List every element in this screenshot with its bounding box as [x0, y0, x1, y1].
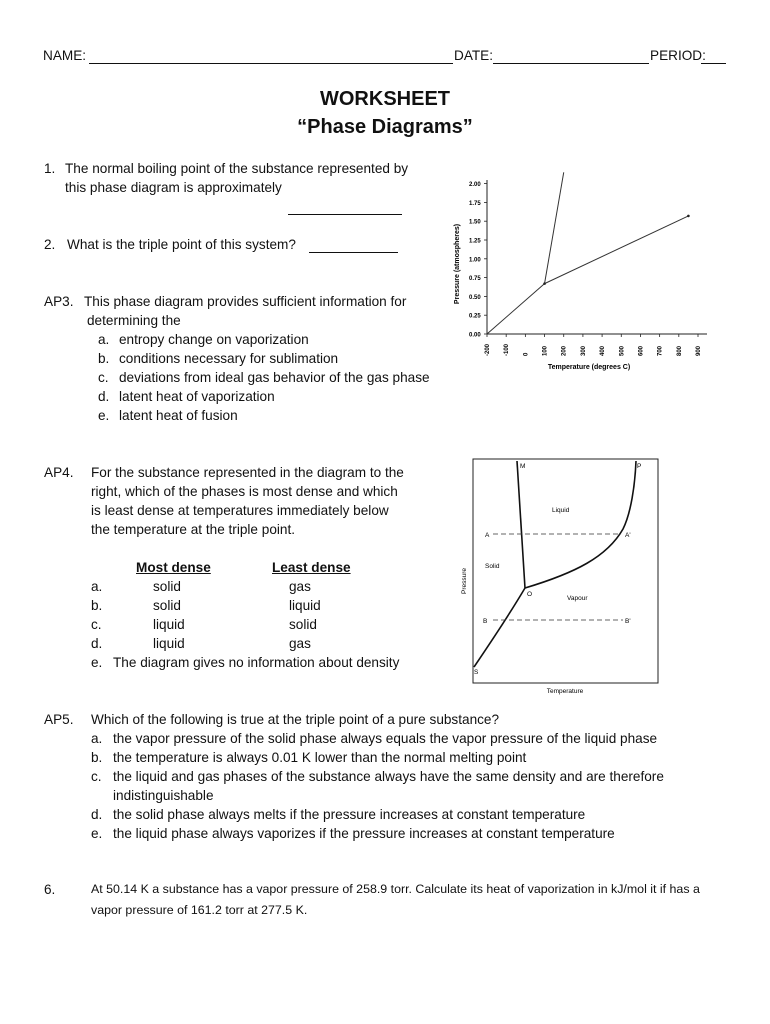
phase-diagram-2 — [455, 455, 670, 698]
ap4-row-least: gas — [289, 636, 311, 651]
d1-ytick-label: 1.00 — [469, 257, 481, 264]
d2-ylabel: Pressure — [461, 567, 468, 595]
ap5-option-text: the vapor pressure of the solid phase always equals the vapor pressure of the liquid phase — [113, 731, 658, 746]
d2-xlabel: Temperature — [546, 688, 584, 695]
ap4-col-most-dense: Most dense — [136, 560, 211, 575]
d2-label-p: P — [637, 463, 642, 470]
ap4-line: right, which of the phases is most dense and which — [91, 484, 398, 499]
d2-label-vapour: Vapour — [567, 595, 588, 602]
d2-label-b-prime: B' — [625, 618, 631, 625]
ap5-stem: Which of the following is true at the triple point of a pure substance? — [91, 712, 500, 727]
d1-vapor-line — [545, 216, 689, 284]
ap5-option-letter: b. — [91, 750, 103, 765]
d1-xtick-label: 700 — [657, 345, 664, 356]
d1-xtick-label: 800 — [676, 345, 683, 356]
d1-sublimation-line — [487, 284, 545, 334]
ap5-option-letter: e. — [91, 826, 103, 841]
name-label: NAME: — [43, 48, 87, 63]
ap3-option-letter: e. — [98, 408, 110, 423]
d1-ytick-label: 1.25 — [469, 238, 481, 245]
d1-xtick-label: -200 — [485, 343, 491, 356]
ap4-row-least: solid — [289, 617, 317, 632]
ap3-option-text: deviations from ideal gas behavior of the gas phase — [119, 370, 430, 385]
d2-label-solid: Solid — [485, 563, 500, 570]
ap5-option-letter: c. — [91, 769, 102, 784]
d2-vaporization-line — [525, 461, 636, 588]
ap3-option-text: entropy change on vaporization — [119, 332, 309, 347]
ap3-option-letter: d. — [98, 389, 110, 404]
ap3-line2: determining the — [87, 313, 181, 328]
d2-label-a-prime: A' — [625, 532, 631, 539]
d1-fusion-line — [545, 172, 564, 283]
d1-xtick-label: 900 — [696, 345, 702, 356]
d2-label-b: B — [483, 618, 488, 625]
d1-ytick-label: 2.00 — [469, 182, 481, 189]
d2-fusion-line — [517, 461, 525, 588]
date-label: DATE: — [454, 48, 494, 63]
d1-xtick-label: -100 — [504, 343, 511, 356]
q1-answer-field[interactable] — [288, 200, 402, 215]
d1-xlabel: Temperature (degrees C) — [547, 364, 631, 371]
ap4-col-least-dense: Least dense — [272, 560, 351, 575]
d1-triple-point — [543, 282, 546, 285]
d1-ytick-label: 0.50 — [469, 294, 481, 301]
ap5-number: AP5. — [44, 712, 74, 727]
q6-number: 6. — [44, 882, 56, 897]
ap4-row-letter: c. — [91, 617, 102, 632]
ap5-option-text-cont: indistinguishable — [113, 788, 214, 803]
ap4-e-text: The diagram gives no information about density — [113, 655, 400, 670]
ap5-option-letter: a. — [91, 731, 103, 746]
ap4-row-most: liquid — [153, 636, 185, 651]
d1-xtick-label: 500 — [619, 345, 626, 356]
ap4-number: AP4. — [44, 465, 74, 480]
d1-ytick-label: 0.25 — [469, 313, 481, 320]
ap3-line1: This phase diagram provides sufficient information for — [84, 294, 407, 309]
worksheet-title: WORKSHEET — [320, 88, 450, 110]
ap3-option-text: conditions necessary for sublimation — [119, 351, 339, 366]
q2-answer-field[interactable] — [309, 237, 398, 253]
ap3-option-text: latent heat of vaporization — [119, 389, 275, 404]
worksheet-subtitle: “Phase Diagrams” — [297, 116, 473, 138]
d1-ytick-label: 0.75 — [469, 276, 481, 283]
d1-ytick-label: 1.75 — [469, 200, 481, 207]
ap4-row-most: solid — [153, 598, 181, 613]
ap4-e-letter: e. — [91, 655, 103, 670]
q1-line2: this phase diagram is approximately — [65, 180, 282, 195]
d2-sublimation-line — [474, 588, 525, 667]
period-field[interactable] — [701, 48, 726, 64]
period-label: PERIOD: — [650, 48, 706, 63]
d2-label-m: M — [520, 463, 526, 470]
d2-label-a: A — [485, 532, 490, 539]
d1-xtick-label: 600 — [638, 345, 645, 356]
d2-label-o: O — [527, 591, 533, 598]
d2-frame — [473, 459, 658, 683]
ap4-row-letter: d. — [91, 636, 103, 651]
ap4-row-most: solid — [153, 579, 181, 594]
ap3-option-letter: c. — [98, 370, 109, 385]
d1-ytick-label: 1.50 — [469, 219, 481, 226]
q1-line1: The normal boiling point of the substance represented by — [65, 161, 409, 176]
ap4-row-letter: a. — [91, 579, 103, 594]
ap5-option-text: the liquid phase always vaporizes if the pressure increases at constant temperature — [113, 826, 615, 841]
d1-xtick-label: 100 — [542, 345, 549, 356]
ap4-row-least: gas — [289, 579, 311, 594]
d1-xtick-label: 400 — [600, 345, 607, 356]
d2-label-liquid: Liquid — [552, 507, 570, 514]
q2-text: What is the triple point of this system? — [67, 237, 296, 252]
phase-diagram-1 — [445, 168, 735, 378]
d1-xtick-label: 300 — [580, 345, 587, 356]
ap4-row-least: liquid — [289, 598, 321, 613]
d1-xtick-label: 0 — [523, 352, 530, 356]
q2-number: 2. — [44, 237, 56, 252]
ap3-option-letter: a. — [98, 332, 110, 347]
d1-xtick-label: 200 — [561, 345, 568, 356]
ap3-option-text: latent heat of fusion — [119, 408, 238, 423]
d1-ylabel: Pressure (atmospheres) — [454, 223, 461, 305]
ap4-line: is least dense at temperatures immediately below — [91, 503, 389, 518]
ap3-number: AP3. — [44, 294, 74, 309]
d1-ytick-label: 0.00 — [469, 332, 481, 339]
q6-line1: At 50.14 K a substance has a vapor pressure of 258.9 torr. Calculate its heat of vaporization in kJ/mol it if has a — [91, 882, 700, 896]
d2-label-s: S — [474, 669, 479, 676]
ap5-option-letter: d. — [91, 807, 103, 822]
q1-number: 1. — [44, 161, 56, 176]
ap4-line: the temperature at the triple point. — [91, 522, 296, 537]
ap4-line: For the substance represented in the diagram to the — [91, 465, 404, 480]
d1-vapor-endpoint — [687, 215, 690, 218]
ap5-option-text: the temperature is always 0.01 K lower than the normal melting point — [113, 750, 527, 765]
name-field[interactable] — [89, 48, 453, 64]
q6-line2: vapor pressure of 161.2 torr at 277.5 K. — [91, 903, 308, 917]
ap5-option-text: the solid phase always melts if the pressure increases at constant temperature — [113, 807, 586, 822]
date-field[interactable] — [493, 48, 649, 64]
ap5-option-text: the liquid and gas phases of the substance always have the same density and are therefore — [113, 769, 664, 784]
ap3-option-letter: b. — [98, 351, 110, 366]
ap4-row-letter: b. — [91, 598, 103, 613]
ap4-row-most: liquid — [153, 617, 185, 632]
